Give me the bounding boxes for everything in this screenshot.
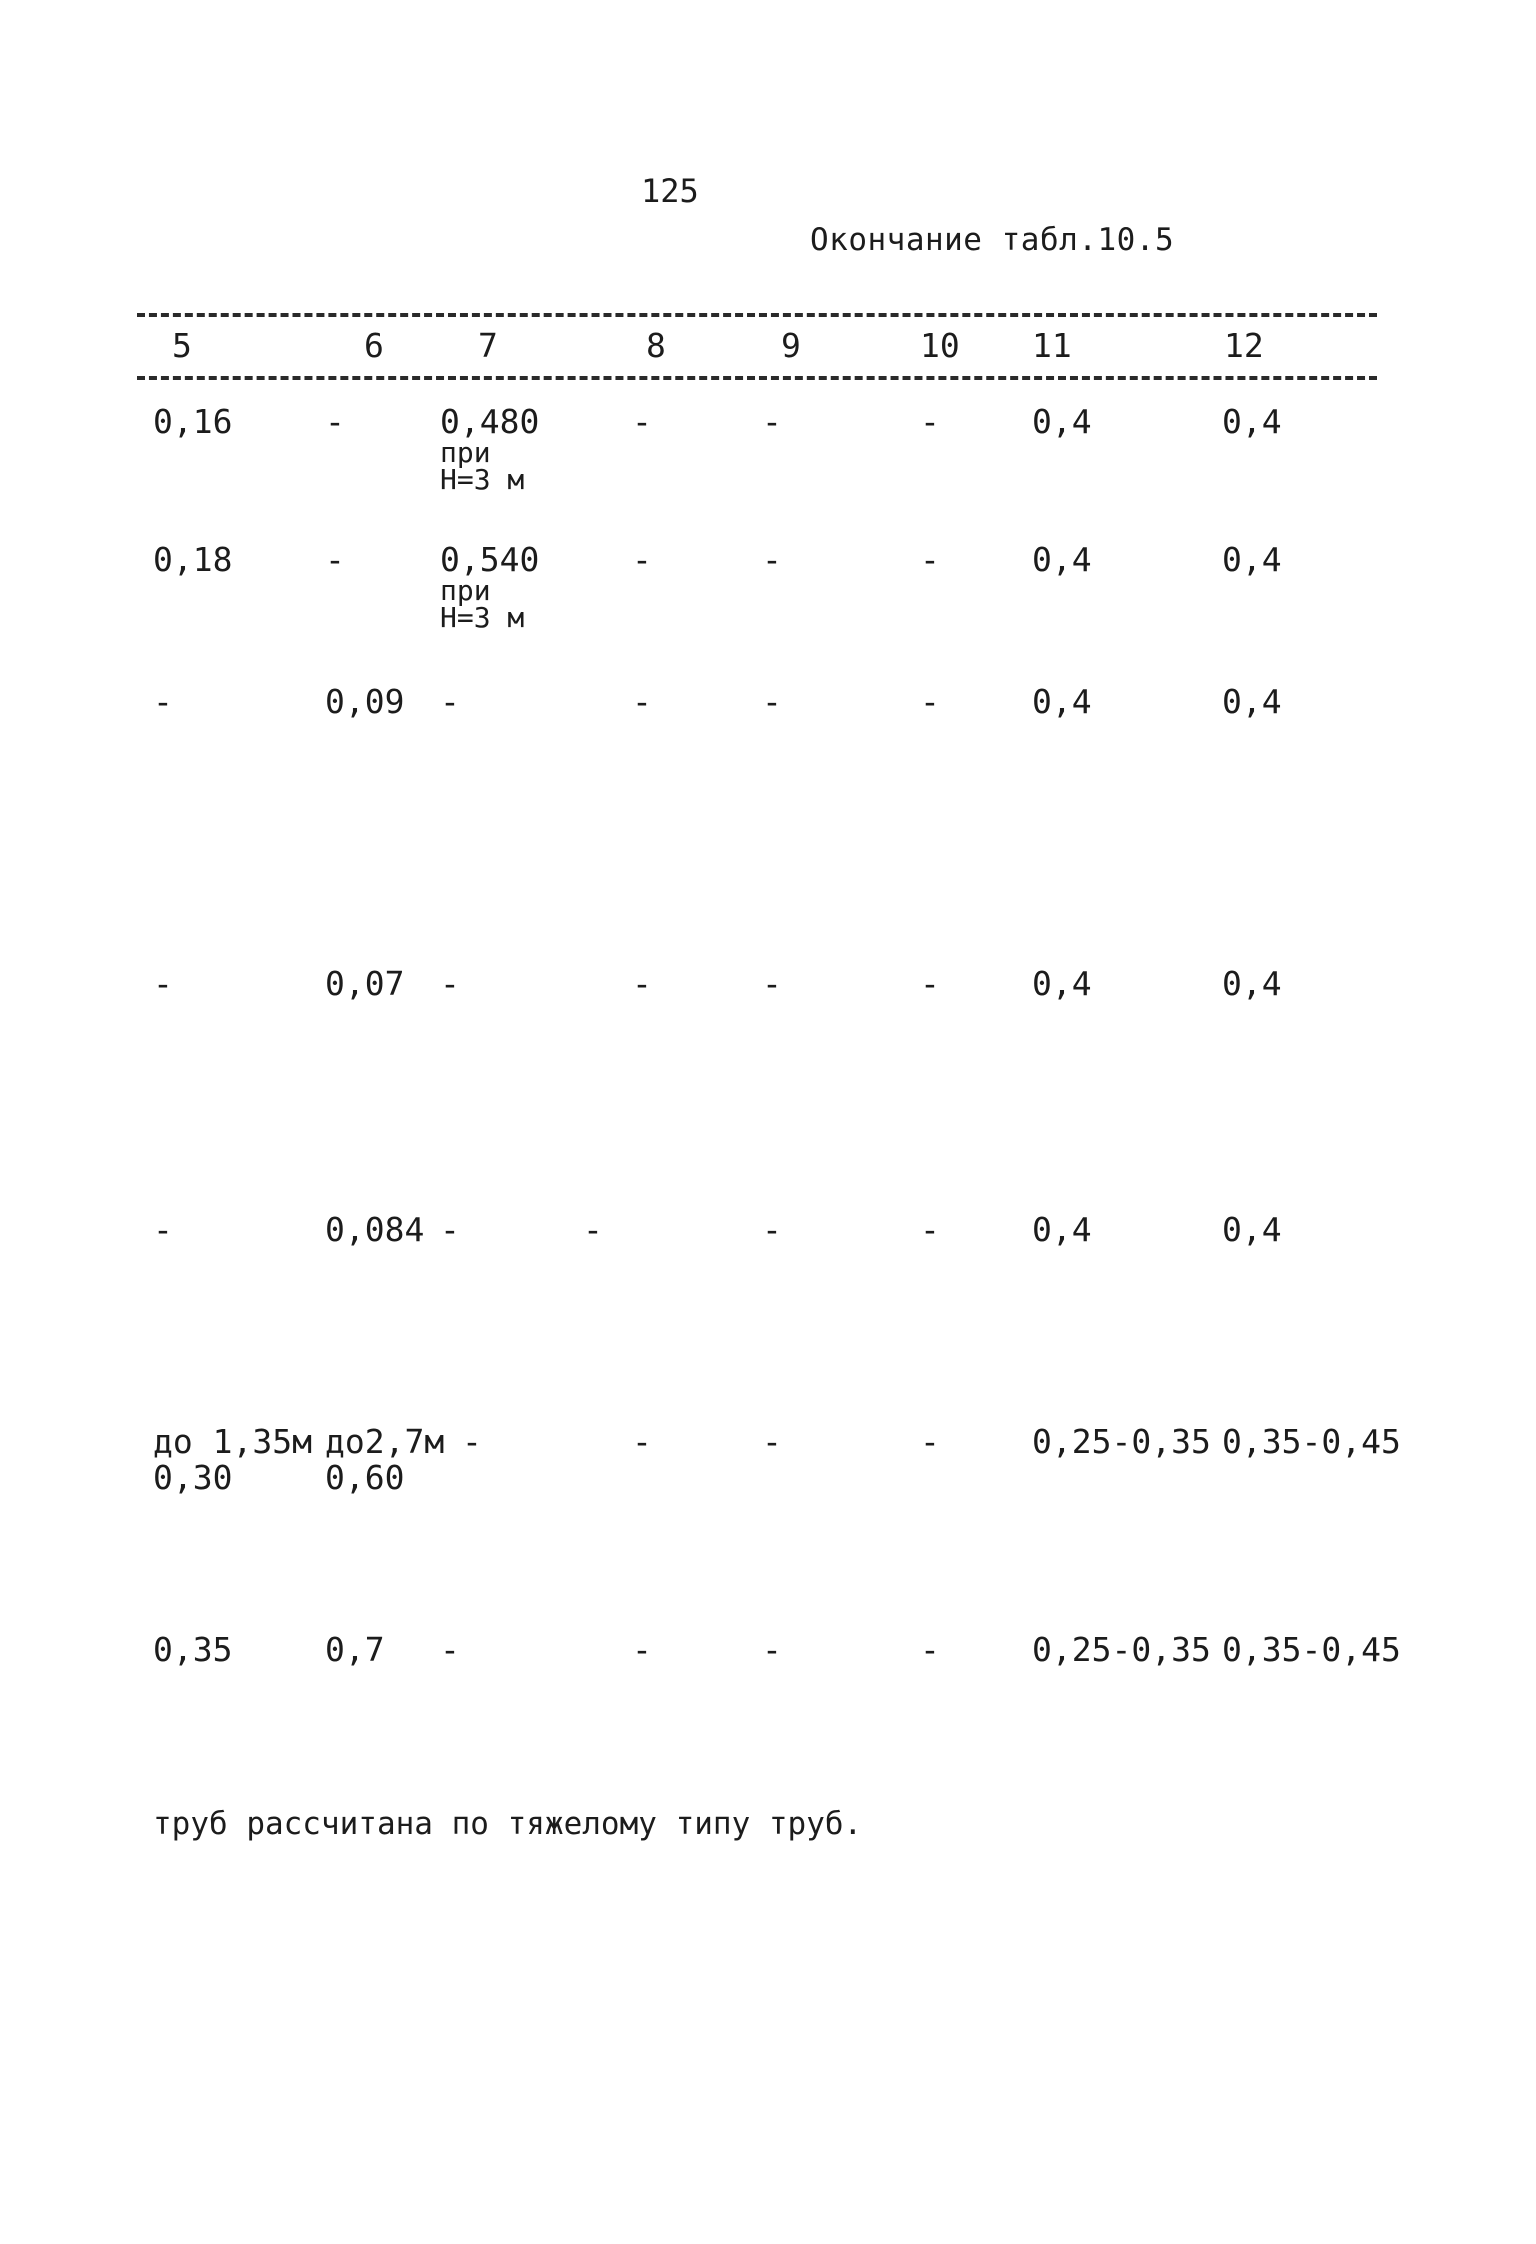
table-cell: - [632, 1630, 652, 1669]
cell-note: Н=3 м [440, 600, 525, 634]
cell-value: 0,480 [440, 402, 540, 441]
table-cell: 0,4 [1222, 402, 1282, 441]
cell-note: при [440, 574, 491, 608]
page-number: 125 [641, 172, 699, 210]
column-header-8: 8 [646, 326, 666, 365]
table-cell: - [762, 964, 782, 1003]
table-cell: 0,25-0,35 [1032, 1422, 1211, 1461]
table-cell: 0,35-0,45 [1222, 1422, 1401, 1461]
column-header-7: 7 [478, 326, 498, 365]
table-cell: - [325, 540, 345, 579]
table-cell: - [632, 402, 652, 441]
table-cell: - [762, 682, 782, 721]
table-cell: 0,7 [325, 1630, 385, 1669]
table-cell: 0,25-0,35 [1032, 1630, 1211, 1669]
table-cell: - [920, 1422, 940, 1461]
column-header-12: 12 [1224, 326, 1264, 365]
column-header-10: 10 [920, 326, 960, 365]
table-cell: 0,16 [153, 402, 233, 441]
table-cell: - [583, 1210, 603, 1249]
table-caption: Окончание табл.10.5 [810, 222, 1175, 258]
footnote: труб рассчитана по тяжелому типу труб. [153, 1806, 863, 1842]
table-cell: - [762, 402, 782, 441]
table-cell [325, 1424, 444, 1497]
table-cell: - [153, 964, 173, 1003]
table-cell: - [920, 1210, 940, 1249]
table-cell: 0,4 [1032, 402, 1092, 441]
table-cell [440, 402, 540, 496]
table-cell: 0,09 [325, 682, 405, 721]
table-cell: - [920, 682, 940, 721]
table-cell: 0,4 [1222, 964, 1282, 1003]
column-header-9: 9 [781, 326, 801, 365]
table-cell: 0,07 [325, 964, 405, 1003]
table-cell [440, 540, 540, 634]
table-cell: - [440, 682, 460, 721]
table-cell: - [762, 1630, 782, 1669]
table-cell: 0,084 [325, 1210, 425, 1249]
table-cell: - [632, 1422, 652, 1461]
table-cell: - [762, 1210, 782, 1249]
table-cell: - [632, 540, 652, 579]
table-cell: 0,18 [153, 540, 233, 579]
table-cell: 0,4 [1222, 682, 1282, 721]
table-cell: - [920, 540, 940, 579]
table-cell: - [440, 1210, 460, 1249]
table-header-rule [137, 376, 1377, 380]
table-cell: - [920, 964, 940, 1003]
cell-note: при [440, 436, 491, 470]
table-cell: 0,35-0,45 [1222, 1630, 1401, 1669]
table-cell: - [632, 682, 652, 721]
table-cell: - [153, 682, 173, 721]
cell-line: 0,60 [325, 1458, 405, 1498]
table-cell: - [440, 964, 460, 1003]
cell-line: до2,7м [325, 1422, 445, 1461]
table-top-rule [137, 313, 1377, 317]
table-cell: - [920, 1630, 940, 1669]
table-cell: - [462, 1422, 482, 1461]
table-cell: - [762, 540, 782, 579]
table-cell: - [440, 1630, 460, 1669]
column-header-6: 6 [364, 326, 384, 365]
column-header-5: 5 [172, 326, 192, 365]
table-cell: - [632, 964, 652, 1003]
cell-line: 0,30 [153, 1458, 233, 1498]
table-cell: - [920, 402, 940, 441]
table-cell: 0,4 [1222, 540, 1282, 579]
table-cell: 0,4 [1032, 682, 1092, 721]
table-cell: 0,35 [153, 1630, 233, 1669]
column-header-11: 11 [1032, 326, 1072, 365]
table-cell: 0,4 [1032, 964, 1092, 1003]
cell-value: 0,540 [440, 540, 540, 579]
table-cell: 0,4 [1222, 1210, 1282, 1249]
table-cell: - [762, 1422, 782, 1461]
table-cell: 0,4 [1032, 540, 1092, 579]
table-cell: - [153, 1210, 173, 1249]
table-cell [153, 1424, 312, 1497]
table-cell: - [325, 402, 345, 441]
cell-note: Н=3 м [440, 462, 525, 496]
cell-line: до 1,35м [153, 1422, 312, 1461]
table-cell: 0,4 [1032, 1210, 1092, 1249]
